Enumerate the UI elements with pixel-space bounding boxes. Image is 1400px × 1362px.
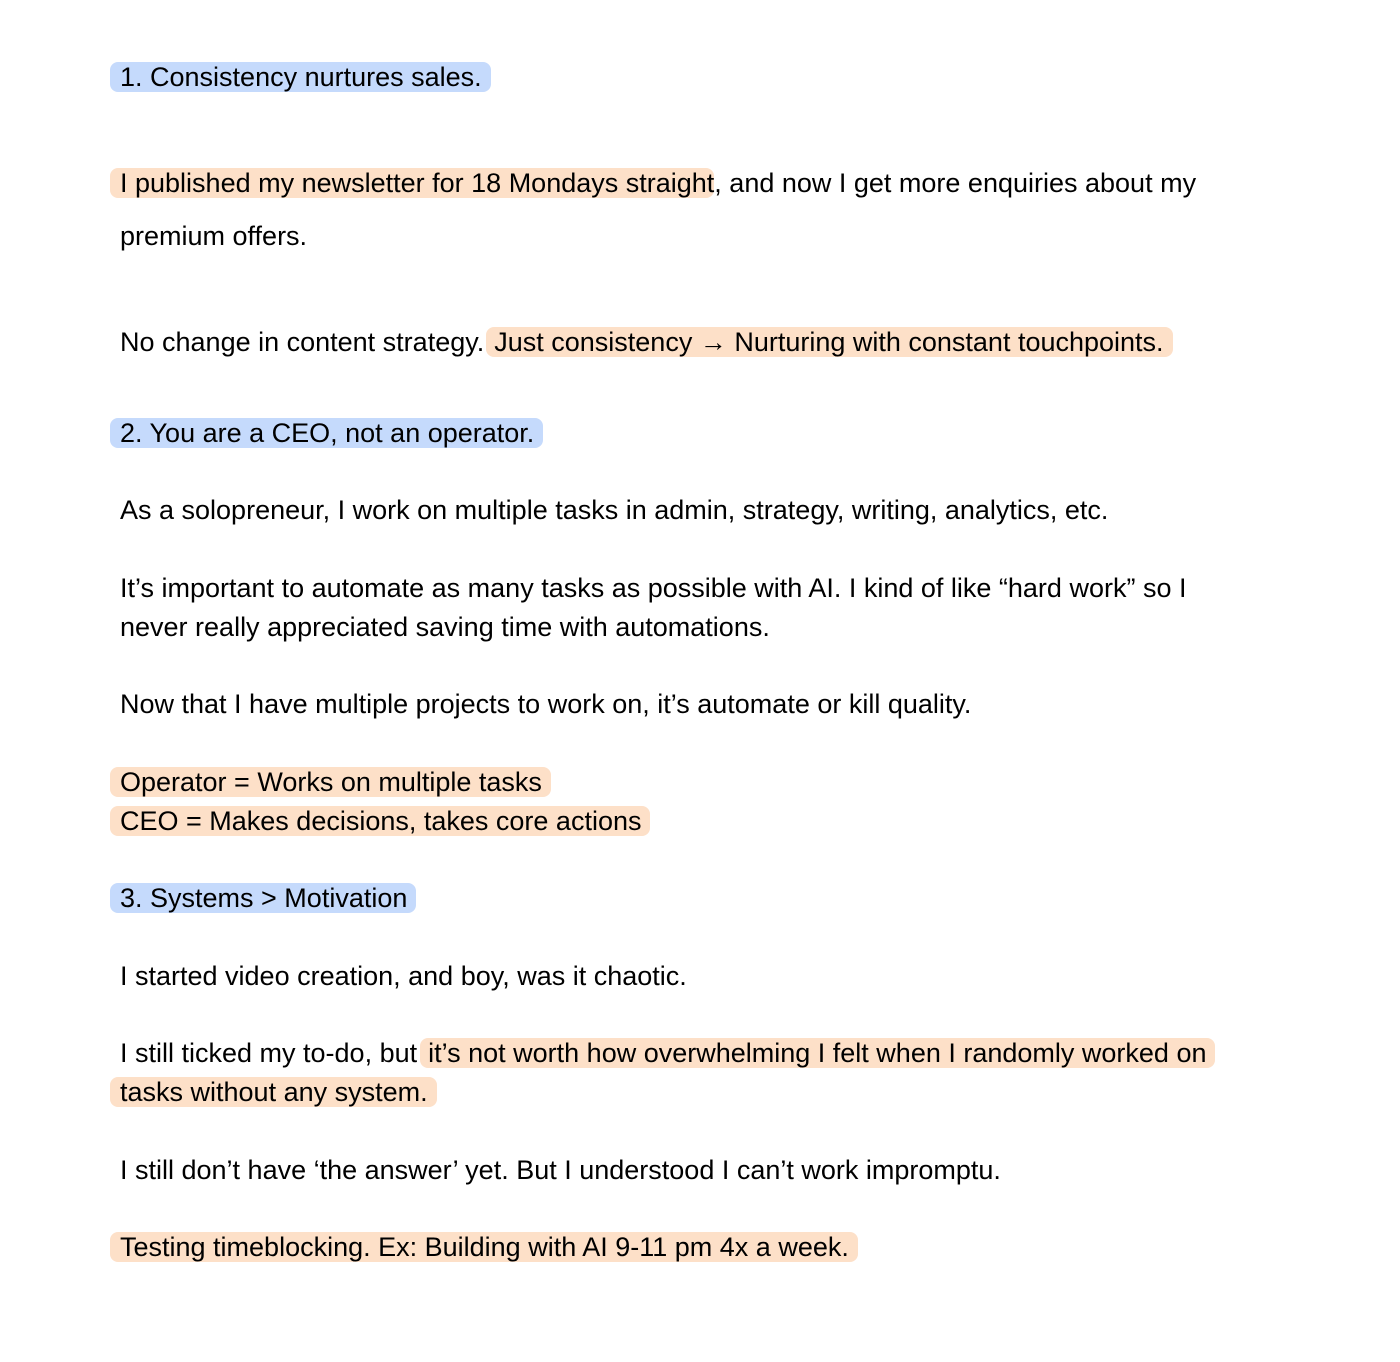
- definition-ceo-line: [120, 802, 650, 840]
- highlight-newsletter: I published my newsletter for 18 Mondays straight: [110, 168, 714, 198]
- section-2-paragraph-3: [120, 685, 971, 723]
- paragraph-text: premium offers.: [120, 221, 308, 251]
- section-2-heading: 2. You are a CEO, not an operator.: [110, 418, 543, 448]
- section-1-heading-line: [120, 58, 491, 96]
- paragraph-text: I still don’t have ‘the answer’ yet. But I understood I can’t work impromptu.: [120, 1155, 1001, 1185]
- highlight-overwhelming-line-2: tasks without any system.: [110, 1077, 437, 1107]
- highlight-overwhelming-line-1: it’s not worth how overwhelming I felt when I randomly worked on: [420, 1038, 1215, 1068]
- section-3-paragraph-2-line-2: [120, 1073, 437, 1111]
- paragraph-text: never really appreciated saving time with automations.: [120, 612, 770, 642]
- section-2-paragraph-1: [120, 491, 1108, 529]
- section-2-paragraph-2-line-2: [120, 608, 770, 646]
- section-3-paragraph-3: [120, 1151, 1001, 1189]
- paragraph-text: I started video creation, and boy, was it chaotic.: [120, 961, 687, 991]
- section-1-paragraph-1-line-1: [120, 164, 1196, 202]
- section-3-paragraph-4-line: [120, 1228, 858, 1266]
- highlight-just-consistency: Just consistency → Nurturing with constant touchpoints.: [486, 327, 1172, 357]
- paragraph-text: No change in content strategy.: [120, 327, 485, 357]
- definition-ceo: CEO = Makes decisions, takes core actions: [110, 806, 650, 836]
- section-3-paragraph-1: [120, 957, 687, 995]
- section-3-paragraph-2-line-1: [120, 1034, 1215, 1072]
- section-3-heading-line: [120, 879, 416, 917]
- paragraph-text: As a solopreneur, I work on multiple tasks in admin, strategy, writing, analytics, etc.: [120, 495, 1109, 525]
- definition-operator-line: [120, 763, 551, 801]
- definition-operator: Operator = Works on multiple tasks: [110, 767, 551, 797]
- section-3-heading: 3. Systems > Motivation: [110, 883, 416, 913]
- section-1-paragraph-1-line-2: [120, 217, 307, 255]
- paragraph-text: I still ticked my to-do, but: [120, 1038, 418, 1068]
- highlight-timeblocking: Testing timeblocking. Ex: Building with AI 9-11 pm 4x a week.: [110, 1232, 858, 1262]
- paragraph-text: , and now I get more enquiries about my: [714, 168, 1197, 198]
- paragraph-text: It’s important to automate as many tasks as possible with AI. I kind of like “hard work” so I: [120, 573, 1187, 603]
- section-1-heading: 1. Consistency nurtures sales.: [110, 62, 491, 92]
- section-2-heading-line: [120, 414, 543, 452]
- paragraph-text: Now that I have multiple projects to work on, it’s automate or kill quality.: [120, 689, 972, 719]
- section-2-paragraph-2-line-1: [120, 569, 1186, 607]
- section-1-paragraph-2: [120, 323, 1173, 361]
